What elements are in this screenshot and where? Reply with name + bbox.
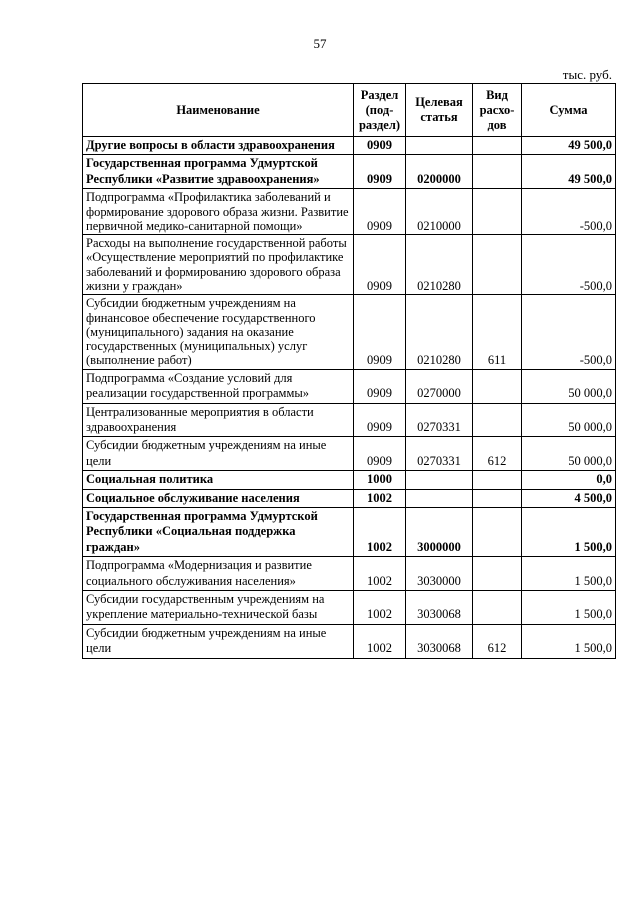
row-section: 0909	[354, 155, 406, 189]
row-expense-type	[473, 403, 522, 437]
table-row	[83, 508, 616, 557]
row-article	[406, 137, 473, 155]
table-row	[83, 235, 616, 295]
row-sum: 1 500,0	[522, 508, 616, 557]
row-article: 3030068	[406, 624, 473, 658]
row-section: 0909	[354, 403, 406, 437]
row-article: 3000000	[406, 508, 473, 557]
row-section: 0909	[354, 137, 406, 155]
table-row	[83, 624, 616, 658]
row-name: Субсидии бюджетным учреждениям на иные цели	[83, 624, 354, 658]
row-expense-type	[473, 471, 522, 489]
page-number: 57	[313, 36, 327, 51]
table-row	[83, 189, 616, 235]
row-section: 0909	[354, 235, 406, 295]
units-label: тыс. руб.	[562, 67, 612, 82]
table-row	[83, 137, 616, 155]
row-article: 0210280	[406, 295, 473, 369]
budget-table	[82, 83, 616, 659]
row-name: Социальная политика	[83, 471, 354, 489]
table-row	[83, 403, 616, 437]
header-sum: Сумма	[522, 84, 616, 137]
table-row	[83, 369, 616, 403]
row-sum: 1 500,0	[522, 591, 616, 625]
table-row	[83, 591, 616, 625]
row-section: 1002	[354, 557, 406, 591]
row-expense-type	[473, 508, 522, 557]
row-name: Подпрограмма «Создание условий для реализации государственной программы»	[83, 369, 354, 403]
row-article	[406, 489, 473, 507]
row-sum: 50 000,0	[522, 403, 616, 437]
row-expense-type	[473, 369, 522, 403]
row-expense-type	[473, 557, 522, 591]
header-name: Наименование	[83, 84, 354, 137]
row-section: 1002	[354, 624, 406, 658]
row-expense-type	[473, 489, 522, 507]
row-name: Подпрограмма «Профилактика заболеваний и формирование здорового образа жизни. Развитие первичной медико-санитарной помощи»	[83, 189, 354, 235]
row-article: 0270000	[406, 369, 473, 403]
row-name: Субсидии государственным учреждениям на укрепление материально-технической базы	[83, 591, 354, 625]
table-row	[83, 557, 616, 591]
row-name: Другие вопросы в области здравоохранения	[83, 137, 354, 155]
row-sum: -500,0	[522, 295, 616, 369]
row-expense-type	[473, 155, 522, 189]
table-row	[83, 295, 616, 369]
row-sum: 50 000,0	[522, 437, 616, 471]
row-name: Централизованные мероприятия в области здравоохранения	[83, 403, 354, 437]
row-article: 3030068	[406, 591, 473, 625]
row-article: 0270331	[406, 437, 473, 471]
row-section: 0909	[354, 437, 406, 471]
row-name: Государственная программа Удмуртской Республики «Социальная поддержка граждан»	[83, 508, 354, 557]
row-article	[406, 471, 473, 489]
row-sum: -500,0	[522, 189, 616, 235]
row-article: 0210280	[406, 235, 473, 295]
row-article: 0270331	[406, 403, 473, 437]
table-header-row	[83, 84, 616, 137]
row-name: Подпрограмма «Модернизация и развитие социального обслуживания населения»	[83, 557, 354, 591]
row-article: 3030000	[406, 557, 473, 591]
row-section: 1000	[354, 471, 406, 489]
row-expense-type	[473, 189, 522, 235]
row-section: 1002	[354, 489, 406, 507]
row-article: 0210000	[406, 189, 473, 235]
row-name: Государственная программа Удмуртской Республики «Развитие здравоохранения»	[83, 155, 354, 189]
row-expense-type	[473, 235, 522, 295]
row-expense-type: 612	[473, 437, 522, 471]
row-name: Субсидии бюджетным учреждениям на иные цели	[83, 437, 354, 471]
row-section: 0909	[354, 189, 406, 235]
row-expense-type: 612	[473, 624, 522, 658]
row-expense-type: 611	[473, 295, 522, 369]
row-sum: 49 500,0	[522, 137, 616, 155]
row-sum: 1 500,0	[522, 557, 616, 591]
table-row	[83, 471, 616, 489]
row-expense-type	[473, 591, 522, 625]
row-sum: 1 500,0	[522, 624, 616, 658]
table-row	[83, 489, 616, 507]
row-name: Расходы на выполнение государственной работы «Осуществление мероприятий по профилактике заболеваний и формированию здорового образа жизни у граждан»	[83, 235, 354, 295]
row-expense-type	[473, 137, 522, 155]
row-sum: 4 500,0	[522, 489, 616, 507]
header-section: Раздел (под-раздел)	[354, 84, 406, 137]
row-name: Социальное обслуживание населения	[83, 489, 354, 507]
header-article: Целевая статья	[406, 84, 473, 137]
row-section: 0909	[354, 295, 406, 369]
header-expense-type: Вид расхо-дов	[473, 84, 522, 137]
row-section: 1002	[354, 591, 406, 625]
row-sum: 49 500,0	[522, 155, 616, 189]
row-section: 1002	[354, 508, 406, 557]
row-section: 0909	[354, 369, 406, 403]
table-row	[83, 437, 616, 471]
row-sum: 50 000,0	[522, 369, 616, 403]
row-article: 0200000	[406, 155, 473, 189]
row-sum: -500,0	[522, 235, 616, 295]
row-name: Субсидии бюджетным учреждениям на финансовое обеспечение государственного (муниципального) задания на оказание государственных (муниципальных) услуг (выполнение работ)	[83, 295, 354, 369]
row-sum: 0,0	[522, 471, 616, 489]
table-row	[83, 155, 616, 189]
